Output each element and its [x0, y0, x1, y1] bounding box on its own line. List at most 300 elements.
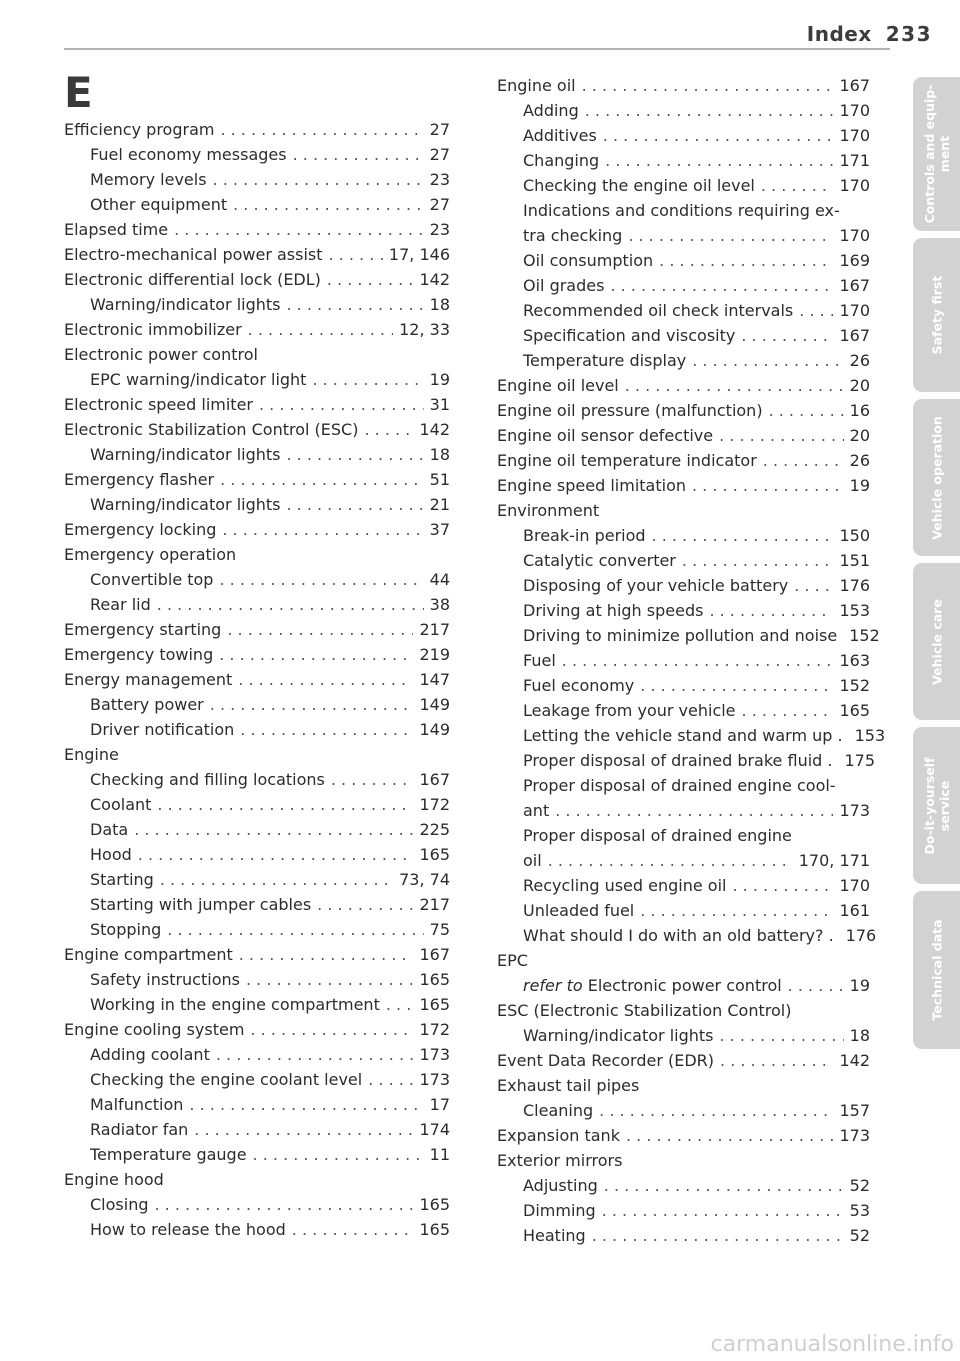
index-entry [64, 292, 450, 317]
section-letter: E [64, 68, 93, 117]
entry-page[interactable]: 23 [429, 220, 450, 239]
leader-dots [364, 417, 413, 442]
entry-text: Temperature gauge [90, 1145, 247, 1164]
entry-text: Expansion tank [497, 1126, 620, 1145]
leader-dots [761, 173, 834, 198]
entry-page[interactable]: 11 [429, 1145, 450, 1164]
entry-page[interactable]: 174 [419, 1120, 450, 1139]
chapter-tab-line: Do-it-yourself [921, 756, 937, 855]
leader-dots [134, 817, 413, 842]
entry-page[interactable]: 170 [839, 126, 870, 145]
entry-page[interactable]: 18 [429, 295, 450, 314]
chapter-tab[interactable] [913, 891, 960, 1049]
entry-page[interactable]: 176 [845, 926, 877, 945]
index-entry [497, 798, 870, 823]
entry-page[interactable]: 165 [839, 701, 870, 720]
entry-text: Proper disposal of drained engine cool- [523, 776, 836, 795]
page-number: 233 [885, 22, 932, 46]
entry-page[interactable]: 173 [839, 1126, 870, 1145]
index-entry [497, 73, 870, 98]
leader-dots [219, 567, 423, 592]
index-column-right [497, 73, 886, 1248]
entry-text: Emergency operation [64, 545, 237, 564]
entry-page[interactable]: 19 [429, 370, 450, 389]
chapter-tab-line: Technical data [929, 919, 944, 1021]
entry-text: Fuel economy messages [90, 145, 287, 164]
leader-dots [788, 973, 844, 998]
index-entry [497, 173, 870, 198]
entry-text: Electronic power control [64, 345, 258, 364]
leader-dots [239, 942, 414, 967]
entry-page[interactable]: 44 [429, 570, 450, 589]
entry-page[interactable]: 17, 146 [388, 245, 450, 264]
entry-text: Catalytic converter [523, 551, 676, 570]
chapter-tab-line: ment [936, 135, 952, 173]
leader-dots [732, 873, 833, 898]
entry-text: Changing [523, 151, 600, 170]
entry-page[interactable]: 167 [839, 276, 870, 295]
index-entry [497, 973, 870, 998]
entry-page[interactable]: 19 [849, 476, 870, 495]
index-entry [64, 692, 450, 717]
chapter-tab-label [922, 85, 952, 224]
entry-page[interactable]: 170 [839, 226, 870, 245]
leader-dots [220, 467, 424, 492]
leader-dots [604, 1173, 844, 1198]
index-entry [64, 492, 450, 517]
leader-dots [327, 267, 414, 292]
entry-page[interactable]: 153 [854, 726, 886, 745]
leader-dots [628, 223, 833, 248]
index-entry [64, 117, 450, 142]
entry-text: Elapsed time [64, 220, 169, 239]
entry-text: Event Data Recorder (EDR) [497, 1051, 715, 1070]
entry-page[interactable]: 170 [839, 101, 870, 120]
index-entry [64, 742, 450, 767]
entry-text: Warning/indicator lights [90, 495, 281, 514]
index-entry [497, 248, 870, 273]
index-entry [64, 642, 450, 667]
leader-dots [626, 1123, 833, 1148]
entry-page[interactable]: 217 [419, 620, 450, 639]
leader-dots [317, 892, 413, 917]
entry-text: EPC [497, 951, 528, 970]
entry-text: Electronic immobilizer [64, 320, 242, 339]
chapter-tab-label [929, 599, 944, 685]
entry-text: Warning/indicator lights [90, 445, 281, 464]
entry-page[interactable]: 152 [839, 676, 870, 695]
entry-page[interactable]: 167 [419, 945, 450, 964]
leader-dots [709, 598, 833, 623]
entry-text: Emergency flasher [64, 470, 215, 489]
index-entry [497, 748, 876, 773]
leader-dots [719, 1023, 843, 1048]
index-entry [497, 1173, 870, 1198]
entry-text: Fuel [523, 651, 556, 670]
index-entry [497, 573, 870, 598]
entry-page[interactable]: 52 [849, 1226, 870, 1245]
entry-page[interactable]: 26 [849, 451, 870, 470]
leader-dots [286, 442, 423, 467]
entry-page[interactable]: 225 [419, 820, 450, 839]
index-entry [497, 98, 870, 123]
index-entry [64, 367, 450, 392]
entry-text: Adding coolant [90, 1045, 210, 1064]
entry-text: Engine [64, 745, 119, 764]
entry-page[interactable]: 165 [419, 1195, 450, 1214]
entry-text: Cleaning [523, 1101, 594, 1120]
entry-page[interactable]: 172 [419, 1020, 450, 1039]
index-entry [64, 242, 450, 267]
index-entry [64, 1017, 450, 1042]
leader-dots [368, 1067, 413, 1092]
leader-dots [219, 642, 413, 667]
entry-text: Proper disposal of drained engine [523, 826, 792, 845]
index-entry [497, 523, 870, 548]
entry-page[interactable]: 52 [849, 1176, 870, 1195]
entry-text: Oil grades [523, 276, 605, 295]
entry-text: Stopping [90, 920, 162, 939]
index-entry [64, 767, 450, 792]
chapter-tab[interactable] [913, 563, 960, 720]
entry-text: Starting with jumper cables [90, 895, 312, 914]
entry-page[interactable]: 51 [429, 470, 450, 489]
leader-dots [329, 242, 383, 267]
index-entry [497, 398, 870, 423]
leader-dots [742, 698, 834, 723]
chapter-tab[interactable] [913, 238, 960, 392]
leader-dots [160, 867, 393, 892]
leader-dots [194, 1117, 413, 1142]
entry-page[interactable]: 173 [839, 801, 870, 820]
entry-page[interactable]: 165 [419, 995, 450, 1014]
chapter-tab-line: Vehicle care [929, 598, 944, 685]
leader-dots [292, 1217, 414, 1242]
index-entry [497, 448, 870, 473]
leader-dots [720, 1048, 833, 1073]
index-entry [64, 1217, 450, 1242]
index-entry [64, 267, 450, 292]
leader-dots [585, 98, 834, 123]
entry-page[interactable]: 19 [849, 976, 870, 995]
entry-text: tra checking [523, 226, 623, 245]
leader-dots [240, 717, 413, 742]
entry-text: What should I do with an old battery? . [523, 926, 834, 945]
leader-dots [157, 792, 413, 817]
leader-dots [238, 667, 413, 692]
entry-ref: refer to [523, 976, 583, 995]
entry-page[interactable]: 165 [419, 845, 450, 864]
entry-page[interactable]: 38 [429, 595, 450, 614]
entry-page[interactable]: 16 [849, 401, 870, 420]
index-entry [64, 867, 450, 892]
index-entry [497, 1123, 870, 1148]
leader-dots [692, 348, 843, 373]
entry-page[interactable]: 150 [839, 526, 870, 545]
entry-page[interactable]: 21 [429, 495, 450, 514]
chapter-tab[interactable] [913, 77, 960, 231]
entry-text: Heating [523, 1226, 586, 1245]
entry-page[interactable]: 20 [849, 376, 870, 395]
entry-page[interactable]: 165 [419, 1220, 450, 1239]
entry-page[interactable]: 12, 33 [399, 320, 450, 339]
index-entry [64, 592, 450, 617]
entry-text: Recycling used engine oil [523, 876, 727, 895]
leader-dots [259, 392, 424, 417]
entry-text: Closing [90, 1195, 149, 1214]
entry-text: Dimming [523, 1201, 596, 1220]
index-entry [497, 473, 870, 498]
chapter-tab-label [922, 757, 952, 854]
entry-text: Working in the engine compartment [90, 995, 380, 1014]
index-entry [497, 548, 870, 573]
entry-text: Driving to minimize pollution and noise [523, 626, 838, 645]
entry-page[interactable]: 217 [419, 895, 450, 914]
index-entry [497, 848, 870, 873]
entry-page[interactable]: 149 [419, 720, 450, 739]
index-entry [64, 892, 450, 917]
index-entry [64, 817, 450, 842]
entry-page[interactable]: 172 [419, 795, 450, 814]
entry-page[interactable]: 75 [429, 920, 450, 939]
entry-page[interactable]: 170 [839, 301, 870, 320]
index-entry [64, 467, 450, 492]
entry-page[interactable]: 18 [849, 1026, 870, 1045]
index-entry [497, 823, 870, 848]
entry-page[interactable]: 31 [429, 395, 450, 414]
entry-page[interactable]: 175 [844, 751, 876, 770]
index-entry [497, 198, 870, 223]
entry-page[interactable]: 142 [839, 1051, 870, 1070]
leader-dots [222, 517, 423, 542]
entry-page[interactable]: 176 [839, 576, 870, 595]
entry-page[interactable]: 173 [419, 1070, 450, 1089]
entry-text: Emergency starting [64, 620, 222, 639]
leader-dots [548, 848, 793, 873]
index-entry [497, 223, 870, 248]
entry-text: Driving at high speeds [523, 601, 704, 620]
entry-text: Exhaust tail pipes [497, 1076, 640, 1095]
index-entry [497, 923, 877, 948]
index-entry [64, 617, 450, 642]
leader-dots [253, 1142, 424, 1167]
leader-dots [640, 898, 833, 923]
index-entry [64, 567, 450, 592]
entry-text: Checking the engine coolant level [90, 1070, 363, 1089]
chapter-tab-label [929, 276, 944, 355]
leader-dots [562, 648, 834, 673]
index-entry [64, 167, 450, 192]
leader-dots [386, 992, 414, 1017]
entry-text: How to release the hood [90, 1220, 286, 1239]
leader-dots [625, 373, 844, 398]
entry-page[interactable]: 152 [849, 626, 880, 645]
entry-page[interactable]: 53 [849, 1201, 870, 1220]
entry-text: Electronic Stabilization Control (ESC) [64, 420, 359, 439]
index-entry [497, 148, 870, 173]
watermark: carmanualsonline.info [710, 1332, 954, 1357]
leader-dots [189, 1092, 423, 1117]
index-entry [64, 1092, 450, 1117]
entry-text: EPC warning/indicator light [90, 370, 307, 389]
index-column-left [64, 117, 450, 1242]
entry-page[interactable]: 27 [429, 120, 450, 139]
entry-text: Break-in period [523, 526, 646, 545]
leader-dots [286, 492, 423, 517]
leader-dots [216, 1042, 414, 1067]
index-entry [64, 317, 450, 342]
entry-text: Letting the vehicle stand and warm up . [523, 726, 843, 745]
entry-text: ant [523, 801, 550, 820]
entry-page[interactable]: 142 [419, 420, 450, 439]
index-entry [497, 698, 870, 723]
index-entry [64, 142, 450, 167]
entry-page[interactable]: 20 [849, 426, 870, 445]
entry-text: Driver notification [90, 720, 235, 739]
entry-text: Electro-mechanical power assist [64, 245, 323, 264]
entry-page[interactable]: 167 [419, 770, 450, 789]
index-entry [497, 898, 870, 923]
leader-dots [246, 967, 413, 992]
entry-text: Temperature display [523, 351, 687, 370]
leader-dots [659, 248, 833, 273]
entry-page[interactable]: 153 [839, 601, 870, 620]
entry-page[interactable]: 169 [839, 251, 870, 270]
chapter-tab[interactable] [913, 399, 960, 556]
leader-dots [210, 692, 414, 717]
index-entry [64, 392, 450, 417]
entry-text: Other equipment [90, 195, 228, 214]
index-entry [497, 598, 870, 623]
index-entry [64, 1042, 450, 1067]
index-entry [497, 1023, 870, 1048]
index-entry [497, 1223, 870, 1248]
index-entry [497, 348, 870, 373]
index-entry [64, 992, 450, 1017]
index-entry [64, 667, 450, 692]
chapter-tab[interactable] [913, 727, 960, 884]
entry-text: Indications and conditions requiring ex- [523, 201, 840, 220]
leader-dots [799, 298, 833, 323]
entry-page[interactable]: 173 [419, 1045, 450, 1064]
entry-text: Specification and viscosity [523, 326, 736, 345]
entry-text: Efficiency program [64, 120, 215, 139]
index-entry [64, 1167, 450, 1192]
entry-page[interactable]: 73, 74 [399, 870, 450, 889]
index-entry [497, 423, 870, 448]
entry-text: Electronic differential lock (EDL) [64, 270, 321, 289]
index-entry [64, 217, 450, 242]
entry-text: Engine oil sensor defective [497, 426, 714, 445]
leader-dots [312, 367, 423, 392]
entry-page[interactable]: 151 [839, 551, 870, 570]
header-title: Index [806, 22, 872, 46]
leader-dots [794, 573, 833, 598]
entry-page[interactable]: 17 [429, 1095, 450, 1114]
entry-text: Engine cooling system [64, 1020, 245, 1039]
chapter-tab-label [929, 919, 944, 1020]
entry-page[interactable]: 167 [839, 76, 870, 95]
leader-dots [592, 1223, 844, 1248]
index-entry [497, 873, 870, 898]
entry-page[interactable]: 37 [429, 520, 450, 539]
index-entry [64, 1192, 450, 1217]
index-entry [64, 942, 450, 967]
index-entry [497, 123, 870, 148]
entry-page[interactable]: 157 [839, 1101, 870, 1120]
entry-text: Coolant [90, 795, 152, 814]
entry-page[interactable]: 165 [419, 970, 450, 989]
entry-page[interactable]: 219 [419, 645, 450, 664]
index-entry [497, 623, 880, 648]
index-entry [64, 517, 450, 542]
leader-dots [719, 423, 844, 448]
leader-dots [605, 148, 833, 173]
entry-text [523, 973, 782, 998]
entry-page[interactable]: 23 [429, 170, 450, 189]
chapter-tab-line: Safety first [929, 275, 944, 355]
entry-text: Engine compartment [64, 945, 233, 964]
index-entry [497, 998, 870, 1023]
entry-text: Emergency locking [64, 520, 217, 539]
chapter-tab-label [929, 416, 944, 540]
entry-page[interactable]: 18 [429, 445, 450, 464]
index-entry [64, 1067, 450, 1092]
entry-text: Adjusting [523, 1176, 598, 1195]
entry-page[interactable]: 27 [429, 195, 450, 214]
index-entry [64, 917, 450, 942]
entry-page[interactable]: 149 [419, 695, 450, 714]
index-entry [497, 373, 870, 398]
entry-page[interactable]: 147 [419, 670, 450, 689]
chapter-tab-line: Vehicle operation [929, 415, 944, 540]
entry-page[interactable]: 27 [429, 145, 450, 164]
entry-text: Rear lid [90, 595, 151, 614]
entry-page[interactable]: 170 [839, 876, 870, 895]
entry-text: Safety instructions [90, 970, 240, 989]
entry-page[interactable]: 170 [839, 176, 870, 195]
entry-text: Proper disposal of drained brake fluid . [523, 751, 833, 770]
entry-text: Additives [523, 126, 597, 145]
entry-page[interactable]: 142 [419, 270, 450, 289]
index-entry [64, 542, 450, 567]
entry-page[interactable]: 163 [839, 651, 870, 670]
entry-page[interactable]: 26 [849, 351, 870, 370]
entry-text: Emergency towing [64, 645, 214, 664]
entry-page[interactable]: 167 [839, 326, 870, 345]
leader-dots [286, 292, 423, 317]
entry-page[interactable]: 171 [839, 151, 870, 170]
leader-dots [213, 167, 424, 192]
entry-text: Oil consumption [523, 251, 654, 270]
entry-page[interactable]: 170, 171 [798, 851, 870, 870]
leader-dots [154, 1192, 413, 1217]
leader-dots [248, 317, 393, 342]
leader-dots [582, 73, 834, 98]
leader-dots [227, 617, 413, 642]
index-entry [64, 842, 450, 867]
entry-page[interactable]: 161 [839, 901, 870, 920]
index-entry [497, 1148, 870, 1173]
index-entry [497, 723, 886, 748]
leader-dots [603, 123, 834, 148]
leader-dots [682, 548, 834, 573]
leader-dots [157, 592, 424, 617]
entry-text: Unleaded fuel [523, 901, 635, 920]
index-entry [64, 1142, 450, 1167]
entry-text: Engine speed limitation [497, 476, 686, 495]
entry-label: Electronic power control [587, 976, 782, 995]
